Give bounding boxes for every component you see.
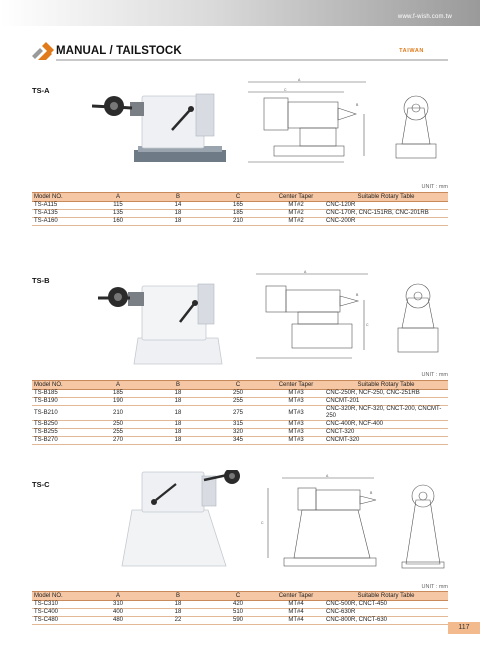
cell-taper: MT#4 [268,617,324,625]
cell-taper: MT#3 [268,429,324,437]
cell-b: 18 [148,218,208,226]
unit-label: UNIT : mm [421,372,448,378]
unit-label: UNIT : mm [421,184,448,190]
cell-b: 18 [148,210,208,218]
cell-taper: MT#3 [268,390,324,398]
col-center-taper: Center Taper [268,193,324,202]
cell-model: TS-C480 [32,617,88,625]
top-banner [0,0,480,26]
cell-model: TS-B190 [32,398,88,406]
cell-a: 310 [88,601,148,609]
cell-a: 115 [88,202,148,210]
cell-c: 275 [208,406,268,421]
cell-a: 400 [88,609,148,617]
table-row [32,210,448,218]
cell-taper: MT#3 [268,406,324,421]
col-b: B [148,193,208,202]
table-row [32,218,448,226]
col-rotary-table: Suitable Rotary Table [324,592,448,601]
cell-model: TS-B255 [32,429,88,437]
cell-b: 18 [148,398,208,406]
table-row [32,398,448,406]
cell-rotary: CNCT-320 [324,429,448,437]
cell-a: 190 [88,398,148,406]
svg-text:A: A [326,474,329,478]
cell-taper: MT#4 [268,609,324,617]
table-row [32,202,448,210]
col-model: Model NO. [32,193,88,202]
cell-rotary: CNC-500R, CNCT-450 [324,601,448,609]
col-c: C [208,592,268,601]
spec-table-ts-c [32,591,448,625]
country-label: TAIWAN [399,48,424,54]
col-center-taper: Center Taper [268,592,324,601]
spec-table-ts-b [32,380,448,445]
col-model: Model NO. [32,381,88,390]
cell-a: 480 [88,617,148,625]
cell-rotary: CNC-250R, NCF-250, CNC-251RB [324,390,448,398]
col-rotary-table: Suitable Rotary Table [324,381,448,390]
chevron-logo-icon [32,42,54,62]
svg-text:A: A [304,270,307,274]
table-row [32,421,448,429]
col-c: C [208,381,268,390]
cell-a: 185 [88,390,148,398]
tailstock-photo-ts-a [92,86,242,168]
cell-b: 18 [148,601,208,609]
cell-c: 185 [208,210,268,218]
section-label: TS-B [32,276,50,285]
cell-b: 18 [148,390,208,398]
cell-rotary: CNC-400R, NCF-400 [324,421,448,429]
cell-a: 210 [88,406,148,421]
svg-text:C: C [261,521,264,525]
cell-rotary: CNC-200R [324,218,448,226]
unit-label: UNIT : mm [421,584,448,590]
table-row [32,609,448,617]
col-b: B [148,592,208,601]
cell-rotary: CNCMT-201 [324,398,448,406]
page-title: MANUAL / TAILSTOCK [56,45,182,57]
cell-b: 18 [148,406,208,421]
table-row [32,390,448,398]
cell-model: TS-A135 [32,210,88,218]
cell-taper: MT#2 [268,210,324,218]
tailstock-photo-ts-b [98,278,248,366]
site-url: www.f-wish.com.tw [397,14,452,20]
technical-drawing-ts-b [252,270,448,362]
cell-b: 18 [148,429,208,437]
table-row [32,437,448,445]
cell-model: TS-B210 [32,406,88,421]
table-row [32,429,448,437]
cell-model: TS-B185 [32,390,88,398]
svg-text:A: A [298,78,301,82]
cell-c: 255 [208,398,268,406]
cell-c: 590 [208,617,268,625]
cell-model: TS-A160 [32,218,88,226]
cell-rotary: CNC-320R, NCF-320, CNCT-200, CNCMT-250 [324,406,448,421]
section-ts-c [32,474,448,623]
cell-a: 160 [88,218,148,226]
cell-taper: MT#4 [268,601,324,609]
col-b: B [148,381,208,390]
cell-a: 270 [88,437,148,445]
cell-model: TS-A115 [32,202,88,210]
svg-text:B: B [370,491,373,495]
page-header [32,42,448,62]
svg-text:B: B [356,103,359,107]
col-model: Model NO. [32,592,88,601]
cell-b: 14 [148,202,208,210]
tailstock-photo-ts-c [116,470,256,572]
cell-taper: MT#3 [268,398,324,406]
cell-model: TS-C310 [32,601,88,609]
col-a: A [88,381,148,390]
table-row [32,601,448,609]
cell-c: 420 [208,601,268,609]
table-row [32,617,448,625]
cell-b: 18 [148,437,208,445]
cell-c: 165 [208,202,268,210]
section-label: TS-C [32,480,50,489]
cell-c: 250 [208,390,268,398]
table-row [32,406,448,421]
cell-taper: MT#3 [268,437,324,445]
section-ts-a [32,78,448,236]
col-rotary-table: Suitable Rotary Table [324,193,448,202]
cell-taper: MT#2 [268,202,324,210]
section-label: TS-A [32,86,50,95]
cell-a: 135 [88,210,148,218]
cell-taper: MT#2 [268,218,324,226]
cell-b: 22 [148,617,208,625]
header-rule [56,59,448,61]
col-a: A [88,193,148,202]
svg-text:C: C [366,323,369,327]
cell-c: 320 [208,429,268,437]
cell-rotary: CNC-170R, CNC-151RB, CNC-201RB [324,210,448,218]
cell-b: 18 [148,609,208,617]
cell-model: TS-B250 [32,421,88,429]
cell-c: 315 [208,421,268,429]
cell-rotary: CNC-120R [324,202,448,210]
col-center-taper: Center Taper [268,381,324,390]
cell-a: 250 [88,421,148,429]
cell-model: TS-C400 [32,609,88,617]
cell-model: TS-B270 [32,437,88,445]
cell-rotary: CNCMT-320 [324,437,448,445]
section-ts-b [32,270,448,446]
cell-a: 255 [88,429,148,437]
cell-taper: MT#3 [268,421,324,429]
cell-c: 510 [208,609,268,617]
technical-drawing-ts-c [258,474,448,570]
cell-rotary: CNC-800R, CNCT-630 [324,617,448,625]
cell-c: 210 [208,218,268,226]
spec-table-ts-a [32,192,448,226]
cell-b: 18 [148,421,208,429]
technical-drawing-ts-a [244,78,448,164]
svg-text:C: C [284,88,287,92]
cell-c: 345 [208,437,268,445]
cell-rotary: CNC-630R [324,609,448,617]
svg-text:B: B [356,293,359,297]
col-c: C [208,193,268,202]
col-a: A [88,592,148,601]
page-number: 117 [448,622,480,634]
